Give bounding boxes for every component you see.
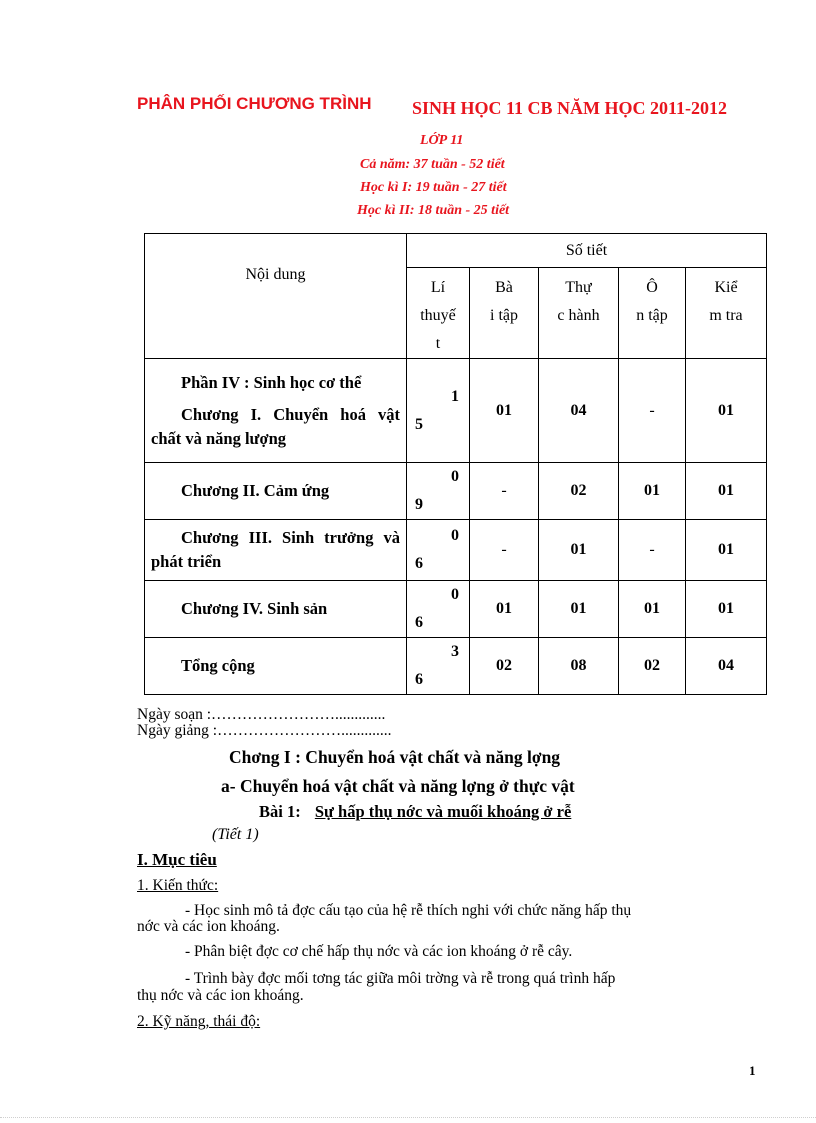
row-theory: 0 9 (407, 463, 470, 520)
knowledge-item-2: - Phân biệt đợc cơ chế hấp thụ nớc và các ion khoáng ở rễ cây. (185, 943, 573, 960)
row-review: - (619, 359, 686, 463)
row-content: Chương III. Sinh trưởng và phát triển (145, 520, 407, 581)
subheader-theory: Lí thuyế t (407, 268, 470, 359)
row-content: Phần IV : Sinh học cơ thể Chương I. Chuyển hoá vật chất và năng lượng (145, 359, 407, 463)
lesson-name: Sự hấp thụ nớc và muối khoáng ở rễ (314, 802, 572, 821)
row-review: 01 (619, 581, 686, 638)
period-distribution-table (144, 233, 767, 695)
row-exercise: - (470, 463, 539, 520)
row-theory: 1 5 (407, 359, 470, 463)
subheader-review: Ô n tập (619, 268, 686, 359)
row-review: 01 (619, 463, 686, 520)
row-practice: 01 (539, 581, 619, 638)
row-content: Chương II. Cảm ứng (145, 463, 407, 520)
row-practice: 08 (539, 638, 619, 695)
skills-heading: 2. Kỹ năng, thái độ: (137, 1013, 261, 1030)
row-content: Tổng cộng (145, 638, 407, 695)
row-test: 01 (686, 463, 767, 520)
row-exercise: 01 (470, 581, 539, 638)
table-row (145, 463, 767, 520)
knowledge-item-1-line2: nớc và các ion khoáng. (137, 918, 280, 935)
row-review: 02 (619, 638, 686, 695)
row-test: 01 (686, 520, 767, 581)
page-bottom-divider (0, 1117, 816, 1118)
teach-date: Ngày giảng :……………………............. (137, 722, 392, 739)
objectives-heading: I. Mục tiêu (137, 850, 217, 869)
row-exercise: 01 (470, 359, 539, 463)
lesson-title (259, 802, 571, 822)
subheader-exercise: Bà i tập (470, 268, 539, 359)
row-test: 01 (686, 359, 767, 463)
class-label: LỚP 11 (420, 133, 464, 148)
row-exercise: - (470, 520, 539, 581)
header-content: Nội dung (145, 234, 407, 359)
knowledge-heading: 1. Kiến thức: (137, 877, 219, 894)
row-theory: 3 6 (407, 638, 470, 695)
row-review: - (619, 520, 686, 581)
row-test: 04 (686, 638, 767, 695)
chapter-title: Chơng I : Chuyển hoá vật chất và năng lợng (229, 747, 561, 767)
table-row-total (145, 638, 767, 695)
row-exercise: 02 (470, 638, 539, 695)
row-content: Chương IV. Sinh sản (145, 581, 407, 638)
table-row (145, 520, 767, 581)
section-title: a- Chuyển hoá vật chất và năng lợng ở thực vật (221, 776, 575, 796)
subheader-test: Kiể m tra (686, 268, 767, 359)
header-periods: Số tiết (407, 234, 767, 268)
subheader-practice: Thự c hành (539, 268, 619, 359)
period-label: (Tiết 1) (212, 826, 259, 843)
knowledge-item-3-line2: thụ nớc và các ion khoáng. (137, 987, 304, 1004)
prep-date: Ngày soạn :……………………............. (137, 706, 386, 723)
row-test: 01 (686, 581, 767, 638)
row-theory: 0 6 (407, 581, 470, 638)
whole-year-label: Cả năm: 37 tuần - 52 tiết (360, 157, 505, 172)
page-number: 1 (749, 1063, 756, 1078)
row-practice: 04 (539, 359, 619, 463)
table-row (145, 581, 767, 638)
table-row (145, 359, 767, 463)
semester2-label: Học kì II: 18 tuần - 25 tiết (357, 203, 510, 218)
row-practice: 01 (539, 520, 619, 581)
lesson-label: Bài 1: (259, 802, 301, 821)
program-title: PHÂN PHỐI CHƯƠNG TRÌNH (137, 94, 372, 113)
row-theory: 0 6 (407, 520, 470, 581)
knowledge-item-1-line1: - Học sinh mô tả đợc cấu tạo của hệ rễ thích nghi với chức năng hấp thụ (185, 902, 632, 919)
semester1-label: Học kì I: 19 tuần - 27 tiết (360, 180, 507, 195)
row-practice: 02 (539, 463, 619, 520)
subject-year-title: SINH HỌC 11 CB NĂM HỌC 2011-2012 (412, 98, 728, 118)
knowledge-item-3-line1: - Trình bày đợc mối tơng tác giữa môi trờng và rễ trong quá trình hấp (185, 970, 616, 987)
